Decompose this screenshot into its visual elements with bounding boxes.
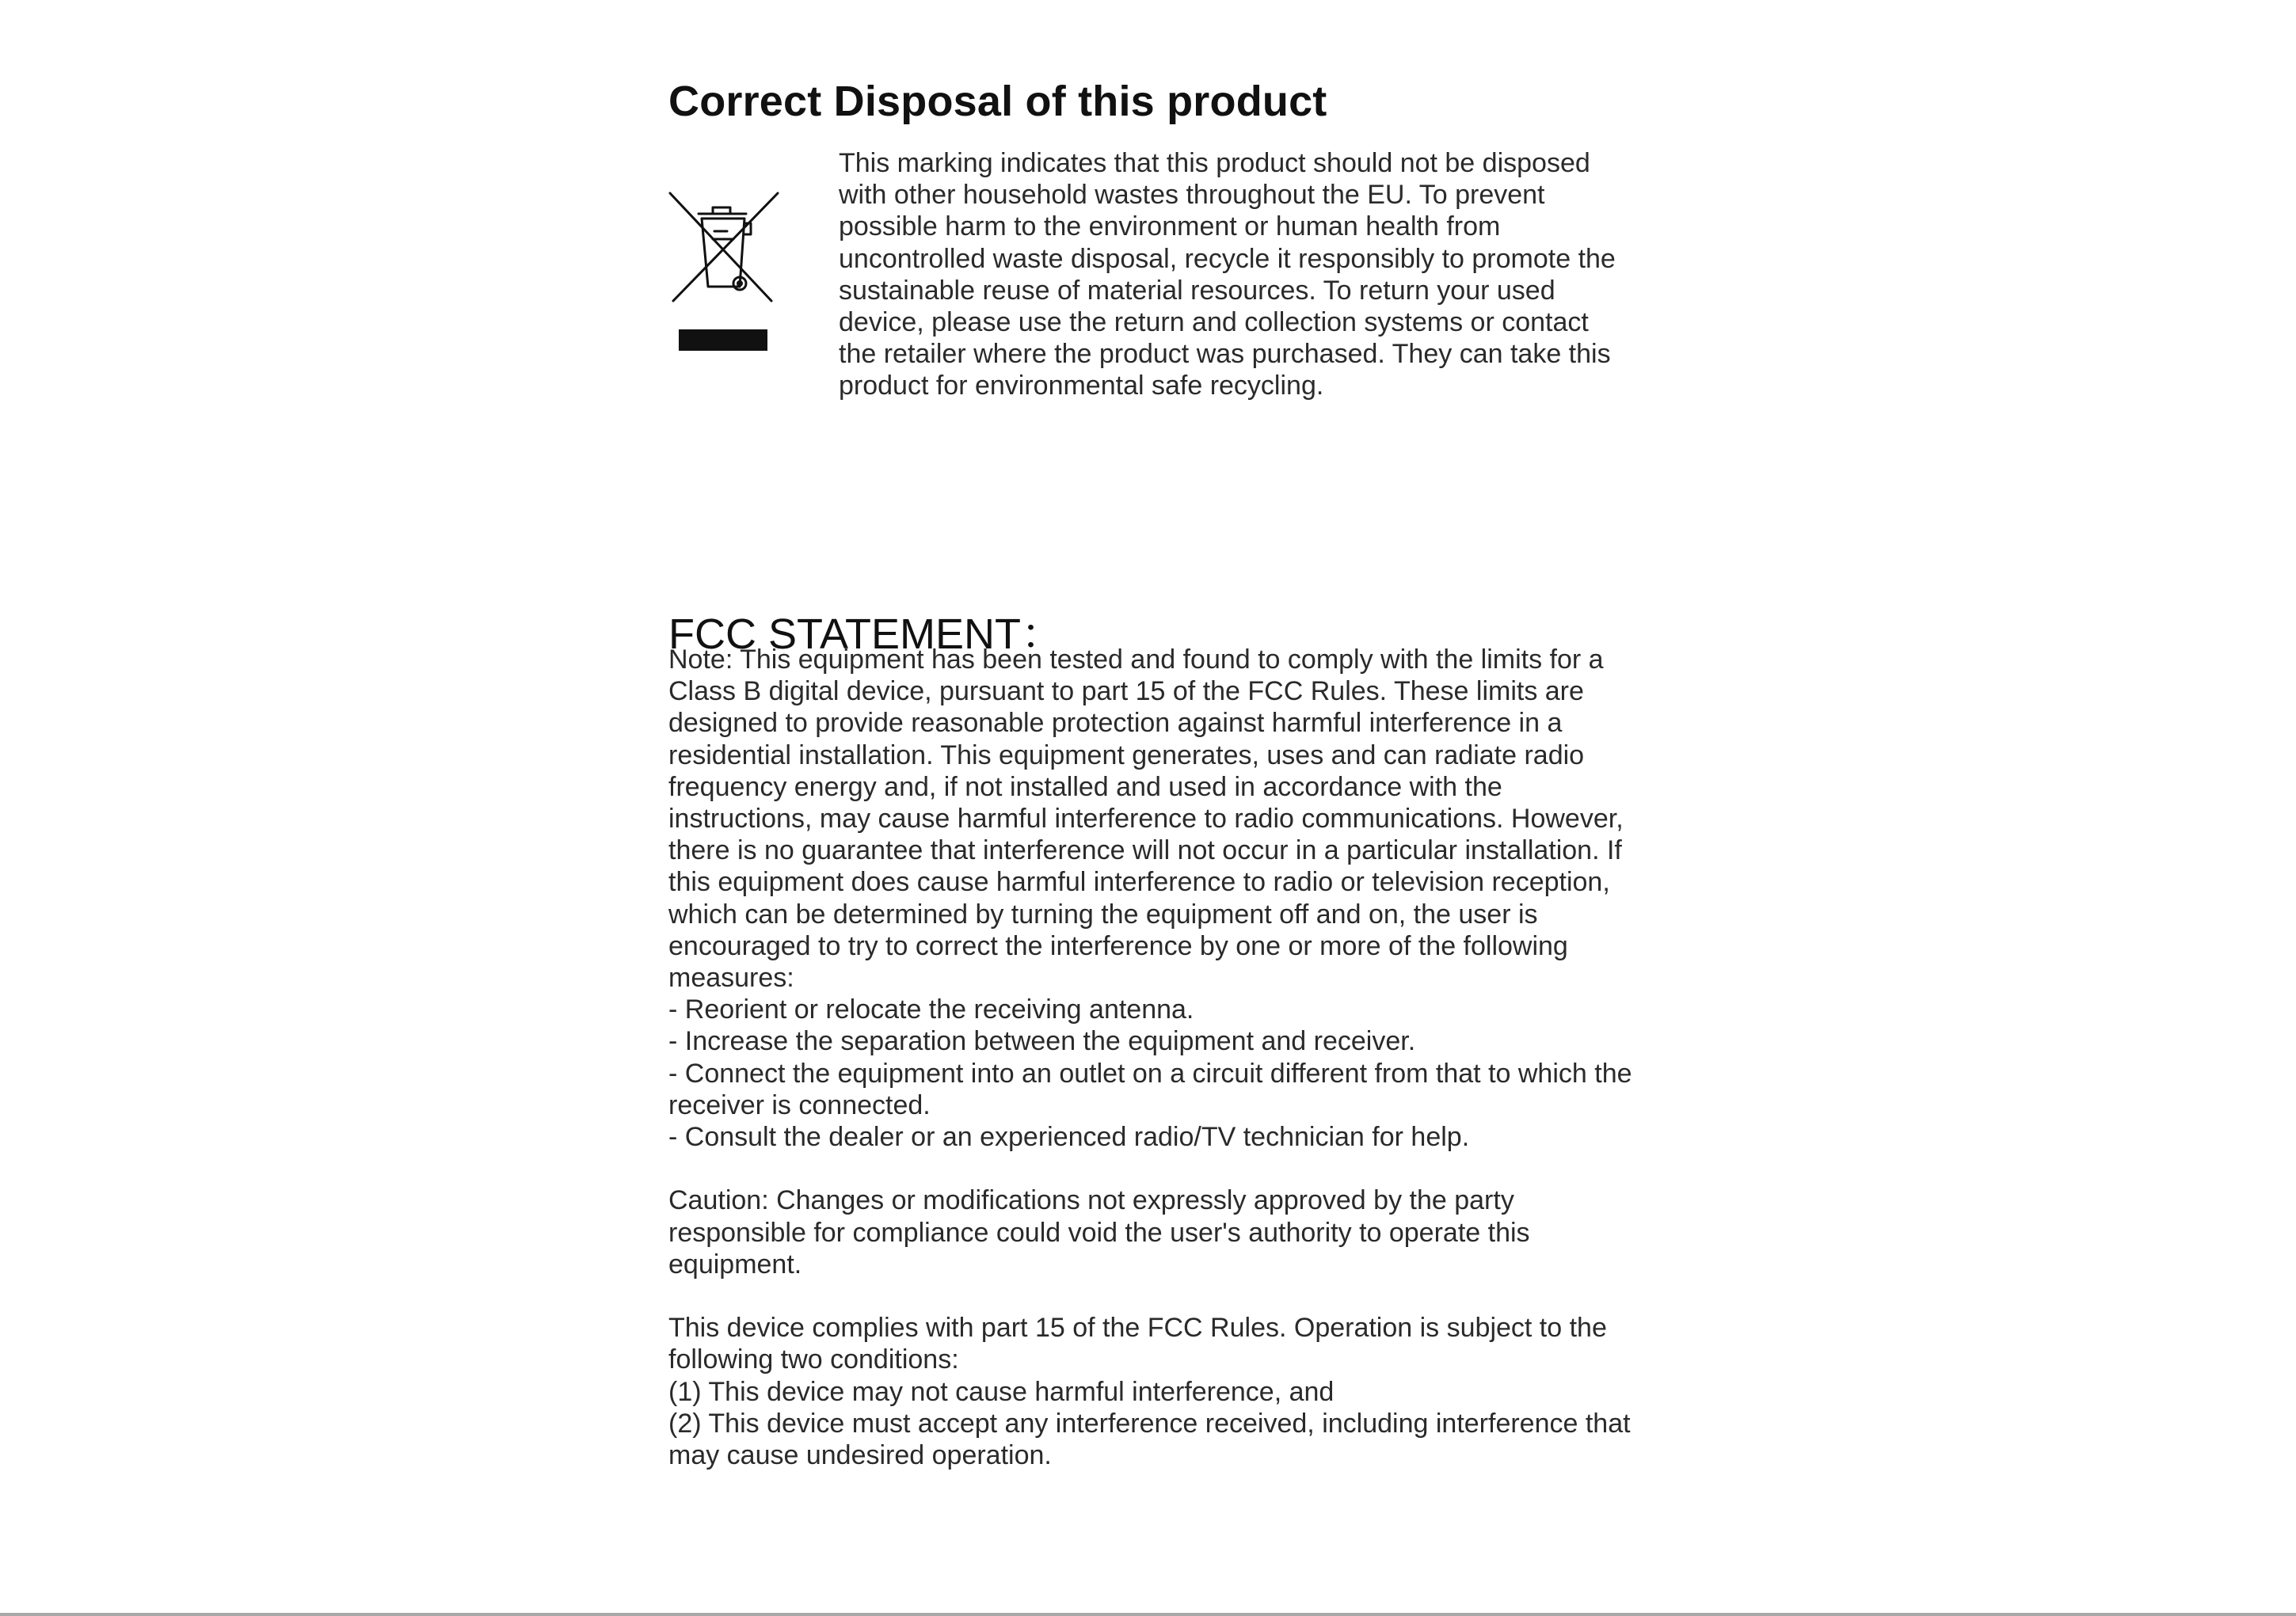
fcc-measure-item: - Increase the separation between the equipment and receiver. (668, 1026, 1416, 1057)
paragraph-spacer (668, 1153, 1635, 1184)
disposal-paragraph: This marking indicates that this product should not be disposed with other household wastes throughout the EU. To prevent possible harm to the environment or human health from uncontrolled waste disposal, recycle it responsibly to promote the sustainable reuse of material resources. To return your used device, please use the return and collection systems or contact the retailer where the product was purchased. They can take this product for environmental safe recycling. (839, 148, 1616, 401)
fcc-measure-item: - Consult the dealer or an experienced radio/TV technician for help. (668, 1122, 1470, 1153)
fcc-condition-item: (2) This device must accept any interference received, including interference that may cause undesired operation. (668, 1408, 1631, 1471)
page-bottom-rule (0, 1613, 2296, 1616)
paragraph-spacer (668, 1280, 1635, 1312)
fcc-compliance-intro: This device complies with part 15 of the FCC Rules. Operation is subject to the following two conditions: (668, 1313, 1607, 1375)
fcc-body (668, 644, 1635, 1471)
disposal-heading: Correct Disposal of this product (668, 78, 1327, 125)
fcc-measure-item: - Connect the equipment into an outlet on a circuit different from that to which the receiver is connected. (668, 1058, 1632, 1120)
fcc-heading: FCC STATEMENT： (668, 610, 1064, 658)
fcc-note-paragraph: Note: This equipment has been tested and found to comply with the limits for a Class B digital device, pursuant to part 15 of the FCC Rules. These limits are designed to provide reasonable protection against harmful interference in a residential installation. This equipment generates, uses and can radiate radio frequency energy and, if not installed and used in accordance with the instructions, may cause harmful interference to radio communications. However, there is no guarantee that interference will not occur in a particular installation. If this equipment does cause harmful interference to radio or television reception, which can be determined by turning the equipment off and on, the user is encouraged to try to correct the interference by one or more of the following measures: (668, 644, 1624, 994)
fcc-caution-paragraph: Caution: Changes or modifications not expressly approved by the party responsible for compliance could void the user's authority to operate this equipment. (668, 1185, 1530, 1279)
crossed-out-wheelie-bin-icon (668, 190, 779, 355)
fcc-measure-item: - Reorient or relocate the receiving antenna. (668, 994, 1194, 1025)
fcc-condition-item: (1) This device may not cause harmful interference, and (668, 1376, 1335, 1407)
